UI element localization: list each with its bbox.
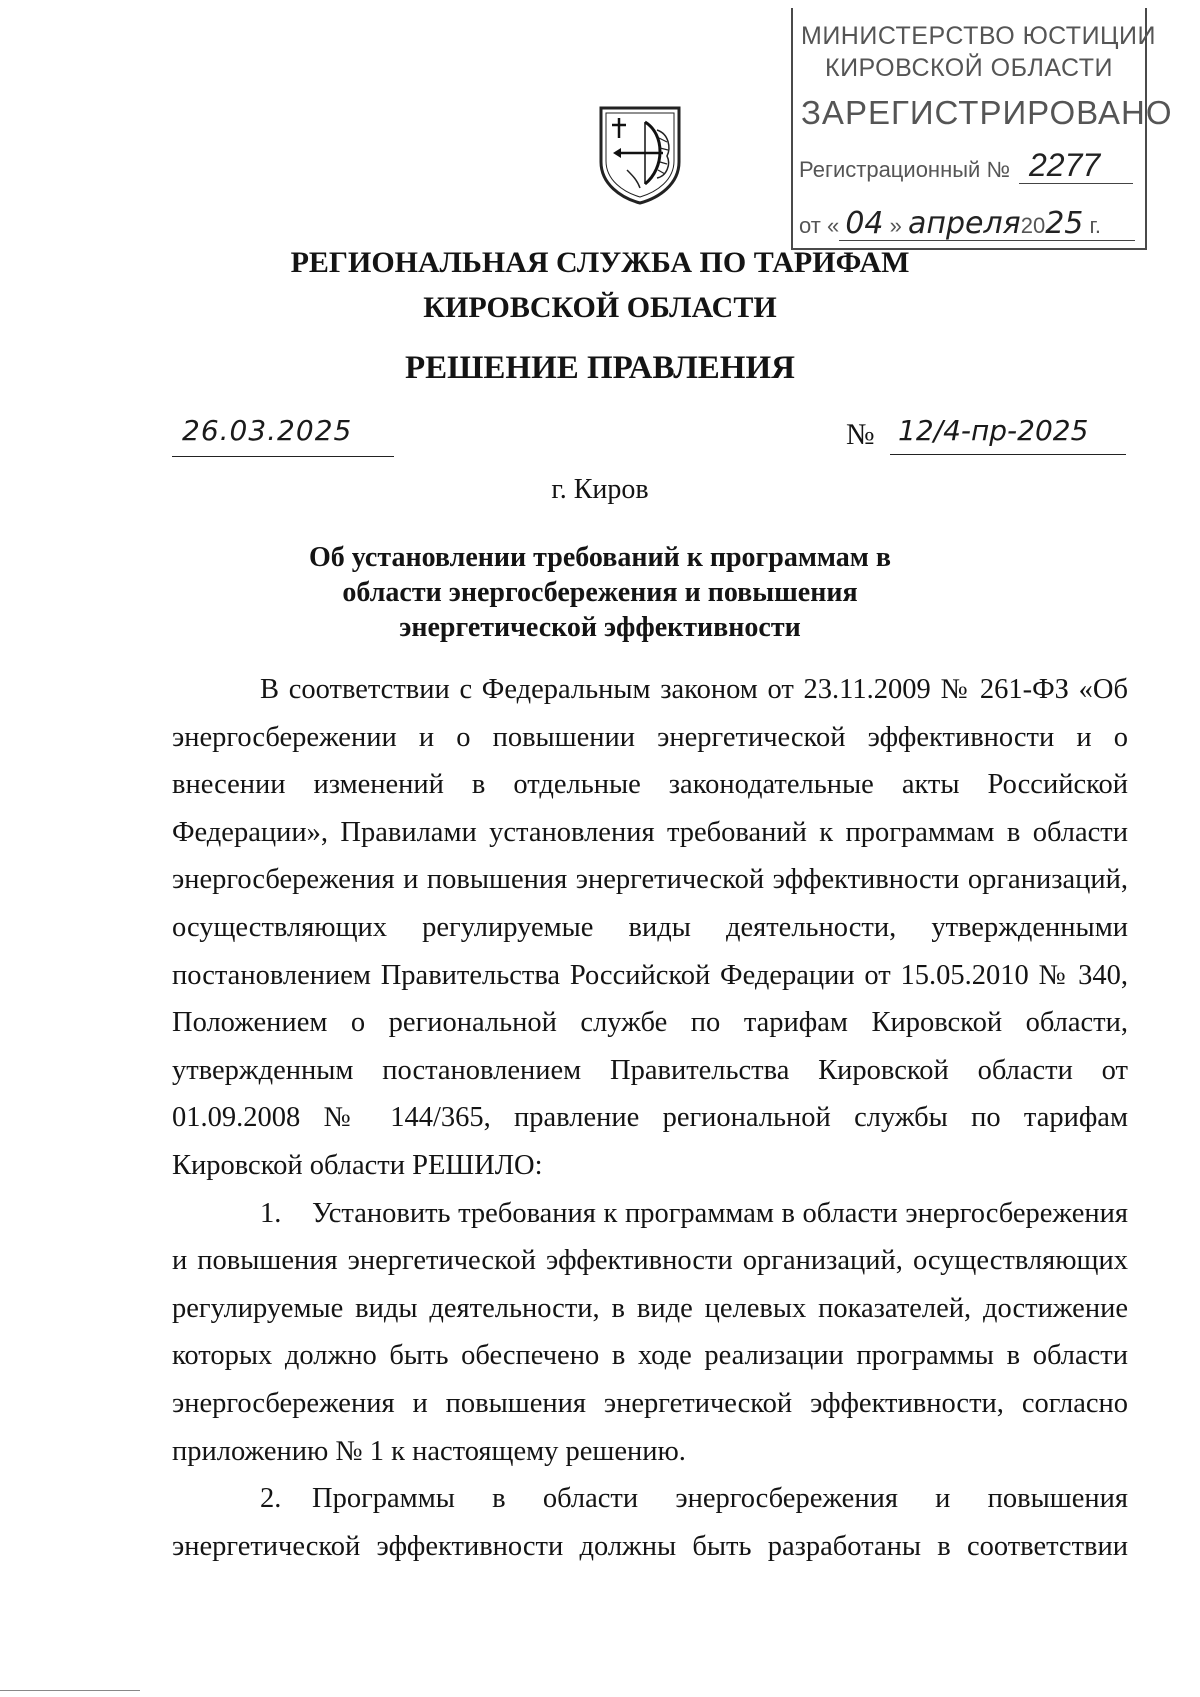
decision-number bbox=[846, 412, 1128, 456]
stamp-registered-title: ЗАРЕГИСТРИРОВАНО bbox=[801, 94, 1173, 131]
stamp-reg-number: 2277 bbox=[1029, 147, 1101, 183]
stamp-date-month: апреля bbox=[908, 206, 1021, 241]
item-2-text: Программы в области энергосбережения и повышения энергетической эффективности должны быть разработаны в соответствии bbox=[172, 1483, 1128, 1562]
subject-line-2: области энергосбережения и повышения bbox=[342, 577, 858, 608]
decision-date-value: 26.03.2025 bbox=[182, 414, 353, 447]
stamp-date-day: 04 bbox=[845, 206, 884, 241]
stamp-reg-label: Регистрационный № bbox=[799, 157, 1011, 182]
item-1-text: Установить требования к программам в области энергосбережения и повышения энергетической эффективности организаций, осуществляющих регулируемые виды деятельности, в виде целевых показателей, достижение которых должно быть обеспечено в ходе реализации программы в области энергосбережения и повышения энергетической эффективности, согласно приложению № 1 к настоящему решению. bbox=[172, 1197, 1128, 1467]
stamp-date-year: 25 bbox=[1045, 206, 1084, 241]
stamp-reg-underline bbox=[1019, 183, 1133, 184]
number-sign: № bbox=[846, 418, 875, 451]
agency-line-1: РЕГИОНАЛЬНАЯ СЛУЖБА ПО ТАРИФАМ bbox=[290, 246, 910, 279]
item-1-paragraph bbox=[172, 1190, 1128, 1476]
stamp-region-line: КИРОВСКОЙ ОБЛАСТИ bbox=[825, 54, 1113, 82]
subject-line-3: энергетической эффективности bbox=[399, 612, 801, 643]
agency-heading bbox=[230, 240, 970, 330]
coat-of-arms-icon bbox=[597, 104, 683, 206]
city: г. Киров bbox=[551, 474, 649, 505]
item-2-number: 2. bbox=[260, 1483, 282, 1515]
subject-heading bbox=[270, 540, 930, 645]
stamp-date-suffix: г. bbox=[1089, 213, 1101, 238]
decision-date bbox=[172, 412, 394, 457]
subject-line-1: Об установлении требований к программам в bbox=[309, 542, 891, 573]
stamp-date-mid: » bbox=[889, 213, 902, 238]
agency-line-2: КИРОВСКОЙ ОБЛАСТИ bbox=[423, 291, 777, 324]
stamp-ministry-line: МИНИСТЕРСТВО ЮСТИЦИИ bbox=[801, 22, 1156, 50]
body-text bbox=[172, 666, 1128, 1570]
decision-number-field bbox=[890, 414, 1126, 455]
stamp-date-row bbox=[799, 206, 1101, 241]
stamp-date-year-prefix: 20 bbox=[1020, 213, 1046, 238]
decision-title: РЕШЕНИЕ ПРАВЛЕНИЯ bbox=[405, 350, 795, 386]
decision-number-value: 12/4-пр-2025 bbox=[898, 414, 1089, 447]
stamp-date-prefix: от « bbox=[799, 213, 840, 238]
item-1-number: 1. bbox=[260, 1197, 282, 1229]
registration-stamp bbox=[791, 8, 1173, 250]
preamble-paragraph: В соответствии с Федеральным законом от 23.11.2009 № 261-ФЗ «Об энергосбережении и о повышении энергетической эффективности и о внесении изменений в отдельные законодательные акты Российской Федерации», Правилами установления требований к программам в области энергосбережения и повышения энергетической эффективности организаций, осуществляющих регулируемые виды деятельности, утвержденными постановлением Правительства Российской Федерации от 15.05.2010 № 340, Положением о региональной службе по тарифам Кировской области, утвержденным постановлением Правительства Кировской области от 01.09.2008 № 144/365, правление региональной службы по тарифам Кировской области РЕШИЛО: bbox=[172, 674, 1128, 1181]
footer-rule bbox=[0, 1690, 140, 1691]
item-2-paragraph bbox=[172, 1475, 1128, 1570]
